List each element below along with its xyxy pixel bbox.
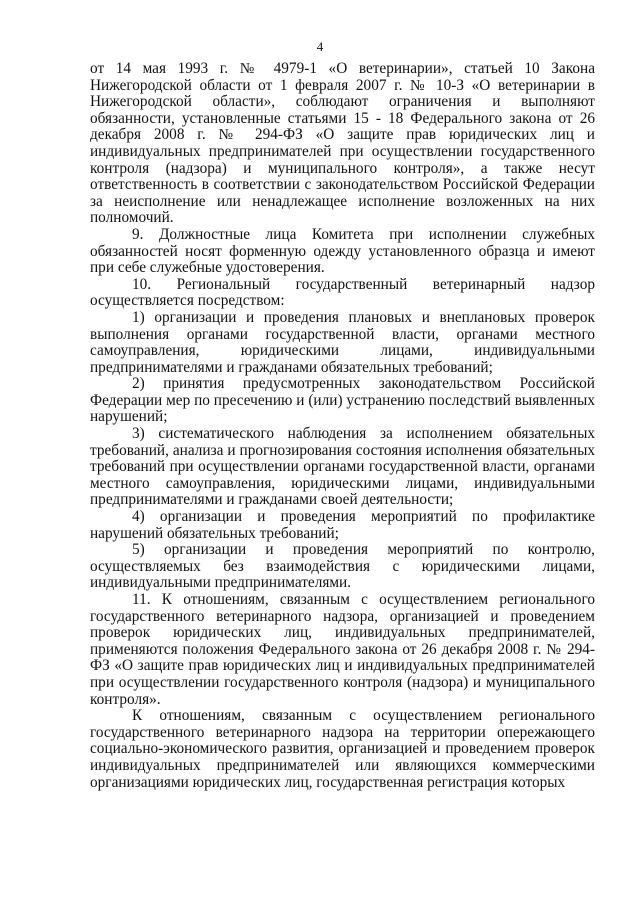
paragraph-toser: К отношениям, связанным с осуществлением регионального государственного ветеринарного надзора на территории опережающего социально-экономического развития, организацией и проведением проверок индивидуальных предпринимателей или являющихся коммерческими организациями юридических лиц, государственная регистрация которых: [90, 707, 595, 791]
subitem-5: 5) организации и проведения мероприятий по контролю, осуществляемых без взаимодействия с юридическими лицами, индивидуальными предпринимателями.: [90, 541, 595, 592]
paragraph-item-10: 10. Региональный государственный ветеринарный надзор осуществляется посредством:: [90, 275, 595, 310]
subitem-3: 3) систематического наблюдения за исполнением обязательных требований, анализа и прогнозирования состояния исполнения обязательных требований при осуществлении органами государственной власти, органами местного самоуправления, юридическими лицами, индивидуальными предпринимателями и гражданами своей деятельности;: [90, 425, 595, 509]
paragraph-item-11: 11. К отношениям, связанным с осуществлением регионального государственного ветеринарного надзора, организацией и проведением проверок юридических лиц, индивидуальных предпринимателей, применяются положения Федерального закона от 26 декабря 2008 г. № 294-ФЗ «О защите прав юридических лиц и индивидуальных предпринимателей при осуществлении государственного контроля (надзора) и муниципального контроля».: [90, 591, 595, 708]
paragraph-continuation: от 14 мая 1993 г. № 4979-1 «О ветеринарии», статьей 10 Закона Нижегородской области от 1 февраля 2007 г. № 10-З «О ветеринарии в Нижегородской области», соблюдают ограничения и выполняют обязанности, установленные статьями 15 - 18 Федерального закона от 26 декабря 2008 г. № 294-ФЗ «О защите прав юридических лиц и индивидуальных предпринимателей при осуществлении государственного контроля (надзора) и муниципального контроля», а также несут ответственность в соответствии с законодательством Российской Федерации за неисполнение или ненадлежащее исполнение возложенных на них полномочий.: [90, 60, 595, 227]
document-body: [90, 61, 595, 791]
subitem-2: 2) принятия предусмотренных законодательством Российской Федерации мер по пресечению и (или) устранению последствий выявленных нарушений;: [90, 375, 595, 426]
paragraph-item-9: 9. Должностные лица Комитета при исполнении служебных обязанностей носят форменную одежду установленного образца и имеют при себе служебные удостоверения.: [90, 225, 595, 277]
subitem-4: 4) организации и проведения мероприятий по профилактике нарушений обязательных требований;: [90, 508, 595, 542]
page-number: 4: [316, 39, 324, 54]
subitem-1: 1) организации и проведения плановых и внеплановых проверок выполнения органами государственной власти, органами местного самоуправления, юридическими лицами, индивидуальными предпринимателями и гражданами обязательных требований;: [90, 308, 595, 376]
